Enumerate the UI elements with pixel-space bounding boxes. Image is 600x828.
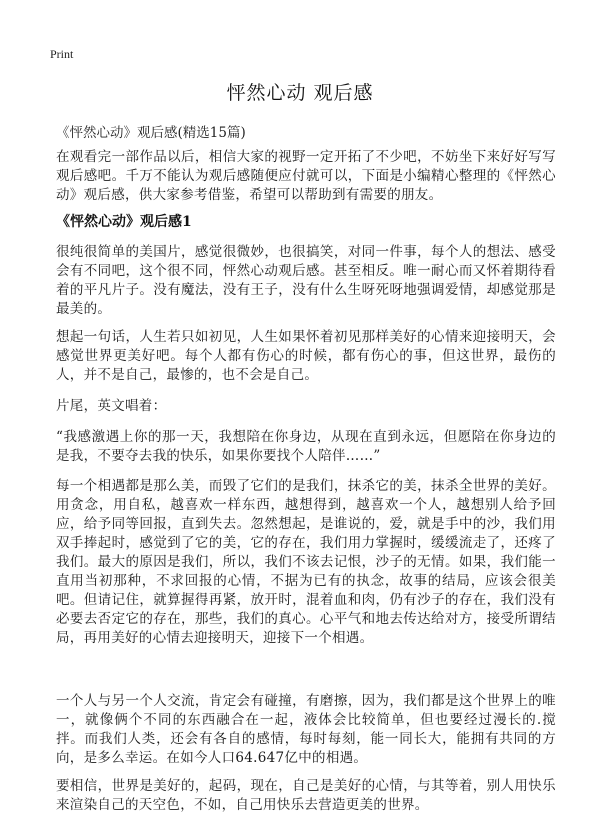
body-paragraph: 想起一句话，人生若只如初见，人生如果怀着初见那样美好的心情来迎接明天，会感觉世界更美好吧。每个人都有伤心的时候，都有伤心的事，但这世界，最伤的人，并不是自己，最惨的，也不会是自己。: [56, 329, 556, 383]
print-link[interactable]: Print: [50, 47, 74, 61]
section-heading: 《怦然心动》观后感1: [56, 214, 192, 230]
body-paragraph: 要相信，世界是美好的，起码，现在，自己是美好的心情，与其等着，别人用快乐来渲染自己的天空色，不如，自己用快乐去营造更美的世界。: [56, 778, 556, 813]
quoted-lyrics: “我感激遇上你的那一天，我想陪在你身边，从现在直到永远，但愿陪在你身边的是我，不要夺去我的快乐，如果你要找个人陪伴……”: [56, 429, 556, 464]
body-paragraph: 很纯很简单的美国片，感觉很微妙，也很搞笑，对同一件事，每个人的想法、感受会有不同吧，这个很不同，怦然心动观后感。甚至相反。唯一耐心而又怀着期待看着的平凡片子。没有魔法，没有王子，没有什么生呀死呀地强调爱情，却感觉那是最美的。: [56, 244, 556, 317]
body-paragraph: 片尾，英文唱着：: [56, 398, 167, 414]
document-subtitle: 《怦然心动》观后感(精选15篇): [56, 125, 246, 141]
body-paragraph: 每一个相遇都是那么美，而毁了它们的是我们，抹杀它的美，抹杀全世界的美好。用贪念，用自私，越喜欢一样东西，越想得到，越喜欢一个人，越想别人给予回应，给予同等回报，直到失去。忽然想起，是谁说的，爱，就是手中的沙，我们用双手捧起时，感觉到了它的美，它的存在，我们用力掌握时，缓缓流走了，还疼了我们。最大的原因是我们，所以，我们不该去记恨，沙子的无情。如果，我们能一直用当初那种，不求回报的心情，不据为已有的执念，故事的结局，应该会很美吧。但请记住，就算握得再紧，放开时，混着血和肉，仍有沙子的存在，我们没有必要去否定它的存在，那些，我们的真心。心平气和地去传达给对方，接受所谓结局，再用美好的心情去迎接明天，迎接下一个相遇。: [56, 478, 556, 646]
intro-paragraph: 在观看完一部作品以后，相信大家的视野一定开拓了不少吧，不妨坐下来好好写写观后感吧。千万不能认为观后感随便应付就可以，下面是小编精心整理的《怦然心动》观后感，供大家参考借鉴，希望可以帮助到有需要的朋友。: [56, 149, 556, 203]
page-title: 怦然心动 观后感: [226, 82, 374, 104]
body-paragraph: 一个人与另一个人交流，肯定会有碰撞，有磨擦，因为，我们都是这个世界上的唯一，就像俩个不同的东西融合在一起，液体会比较简单，但也要经过漫长的.搅拌。而我们人类，还会有各自的感情，每时每刻，能一同长大，能拥有共同的方向，是多么幸运。在如今人口64.647亿中的相遇。: [56, 693, 556, 766]
